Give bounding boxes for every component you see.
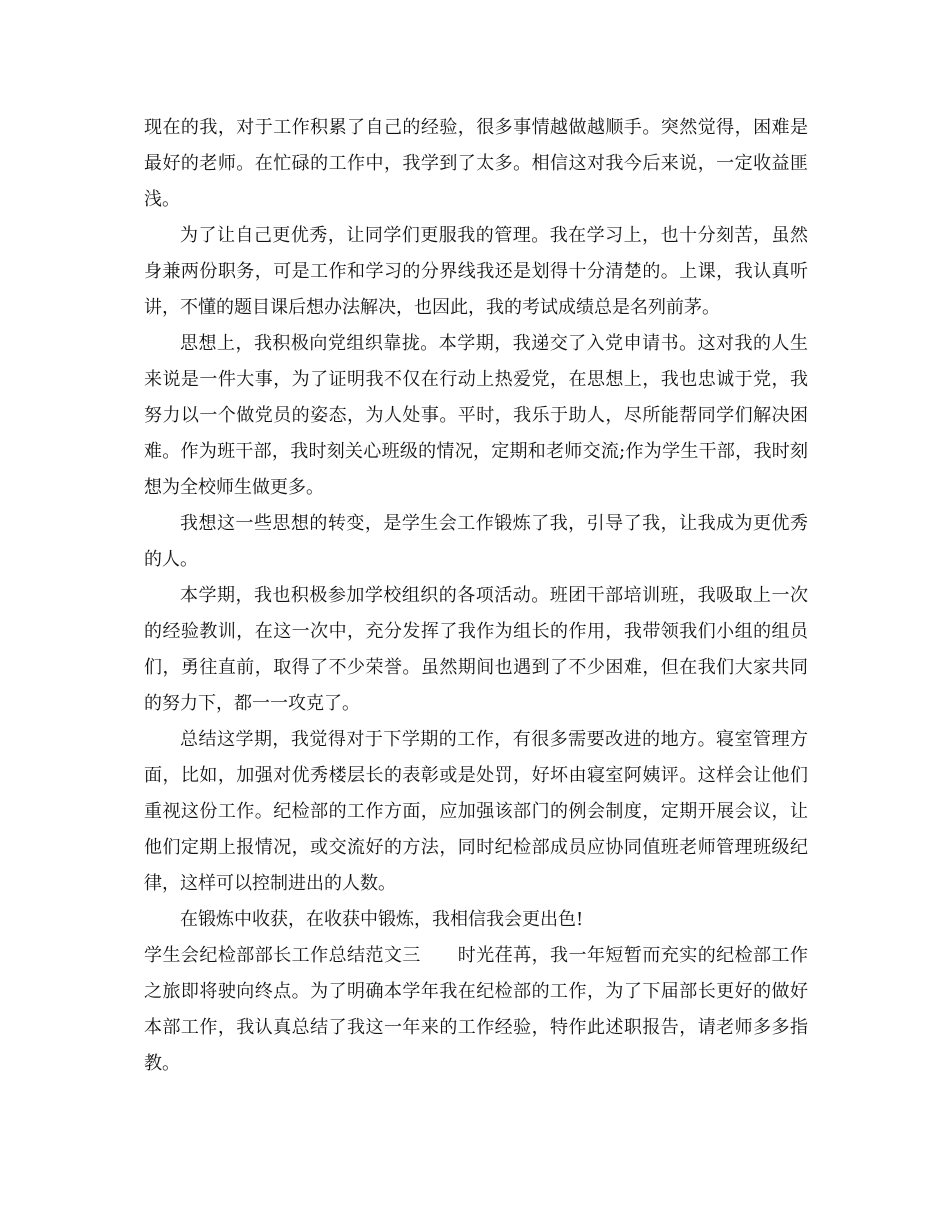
document-body: [144, 110, 808, 1082]
paragraph-6: 总结这学期，我觉得对于下学期的工作，有很多需要改进的地方。寝室管理方面，比如，加强对优秀楼层长的表彰或是处罚，好坏由寝室阿姨评。这样会让他们重视这份工作。纪检部的工作方面，应加强该部门的例会制度，定期开展会议，让他们定期上报情况，或交流好的方法，同时纪检部成员应协同值班老师管理班级纪律，这样可以控制进出的人数。: [144, 729, 808, 894]
paragraph-7: 在锻炼中收获，在收获中锻炼，我相信我会更出色!: [180, 909, 584, 930]
paragraph-2: 为了让自己更优秀，让同学们更服我的管理。我在学习上，也十分刻苦，虽然身兼两份职务，可是工作和学习的分界线我还是划得十分清楚的。上课，我认真听讲，不懂的题目课后想办法解决，也因此，我的考试成绩总是名列前茅。: [144, 225, 808, 318]
paragraph-3: 思想上，我积极向党组织靠拢。本学期，我递交了入党申请书。这对我的人生来说是一件大事，为了证明我不仅在行动上热爱党，在思想上，我也忠诚于党，我努力以一个做党员的姿态，为人处事。平时，我乐于助人，尽所能帮同学们解决困难。作为班干部，我时刻关心班级的情况，定期和老师交流;作为学生干部，我时刻想为全校师生做更多。: [144, 333, 808, 498]
paragraph-4: 我想这一些思想的转变，是学生会工作锻炼了我，引导了我，让我成为更优秀的人。: [144, 513, 808, 570]
paragraph-5: 本学期，我也积极参加学校组织的各项活动。班团干部培训班，我吸取上一次的经验教训，在这一次中，充分发挥了我作为组长的作用，我带领我们小组的组员们，勇往直前，取得了不少荣誉。虽然期间也遇到了不少困难，但在我们大家共同的努力下，都一一攻克了。: [144, 585, 808, 714]
section-title-paragraph: 学生会纪检部部长工作总结范文三 时光荏苒，我一年短暂而充实的纪检部工作之旅即将驶向终点。为了明确本学年我在纪检部的工作，为了下届部长更好的做好本部工作，我认真总结了我这一年来的工作经验，特作此述职报告，请老师多多指教。: [144, 945, 808, 1074]
paragraph-1: 现在的我，对于工作积累了自己的经验，很多事情越做越顺手。突然觉得，困难是最好的老师。在忙碌的工作中，我学到了太多。相信这对我今后来说，一定收益匪浅。: [144, 117, 808, 210]
